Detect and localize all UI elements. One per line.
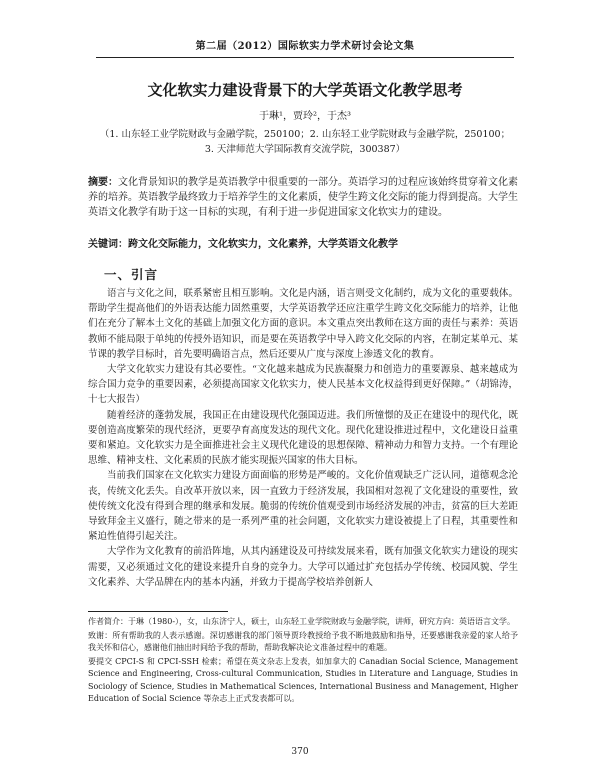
header-rule: [96, 57, 514, 58]
footnote-submission-note: 要提交 CPCI-S 和 CPCI-SSH 检索；希望在英文杂志上发表，如加拿大的 Canadian Social Science, Management Science and Engineering, Cross-cultural Communication, Studies in Literature and Language, Studies in Sociology of Science, Studies in Mathematical Sciences, International Business and Management, Higher Education of Social Science 等杂志上正式发表都可以。: [88, 656, 518, 703]
affiliation: （1. 山东轻工业学院财政与金融学院，250100；2. 山东轻工业学院财政与金融学院，250100；3. 天津师范大学国际教育交流学院，300387）: [99, 129, 511, 155]
abstract: [88, 175, 518, 220]
keywords: [88, 237, 518, 252]
footnotes: [88, 616, 518, 707]
footnote-author-bio: 作者简介：于琳（1980-），女，山东济宁人，硕士，山东轻工业学院财政与金融学院，讲师，研究方向：英语语言文学。: [88, 617, 516, 626]
body-paragraph: 大学作为文化教育的前沿阵地，从其内涵建设及可持续发展来看，既有加强文化软实力建设的现实需要，又必须通过文化的建设来提升自身的竞争力。大学可以通过扩充包括办学传统、校园风貌、学生文化素养、大学品牌在内的基本内涵，并致力于提高学校培养创新人: [88, 546, 518, 588]
body-paragraph: 随着经济的蓬勃发展，我国正在由建设现代化强国迈进。我们所憧憬的及正在建设中的现代化，既要创造高度繁荣的现代经济，更要孕育高度发达的现代文化。现代化建设推进过程中，文化建设日益重要和紧迫。文化软实力是全面推进社会主义现代化建设的思想保障、精神动力和智力支持。一个有理论思维、精神支柱、文化素质的民族才能实现振兴国家的伟大目标。: [88, 409, 518, 467]
running-head: 第二届（2012）国际软实力学术研讨会论文集: [195, 41, 415, 52]
body-paragraph: 语言与文化之间，联系紧密且相互影响。文化是内涵，语言则受文化制约，成为文化的重要载体。帮助学生提高他们的外语表达能力固然重要，大学英语教学还应注重学生跨文化交际能力的培养，让他们在充分了解本土文化的基础上加强文化方面的意识。本文重点突出教师在这方面的责任与素养：英语教师不能局限于单纯的传授外语知识，而是要在英语教学中导入跨文化交际的内容，在制定某单元、某节课的教学目标时，首先要明确语言点，然后还要从广度与深度上渗透文化的教育。: [88, 288, 518, 360]
section-heading-introduction: 一、引言: [104, 267, 159, 282]
body-paragraph: 当前我们国家在文化软实力建设方面面临的形势是严峻的。文化价值观缺乏广泛认同，道德观念沦丧，传统文化丢失。自改革开放以来，因一直致力于经济发展，我国相对忽视了文化建设的重要性，致使传统文化没有得到合理的继承和发展。脆弱的传统价值观受到市场经济发展的冲击，贫富的巨大差距导致拜金主义盛行，随之带来的是一系列严重的社会问题，文化软实力建设被提上了日程，其重要性和紧迫性值得引起关注。: [88, 470, 518, 543]
keywords-text: 跨文化交际能力，文化软实力，文化素养，大学英语文化教学: [128, 239, 398, 250]
paper-title: 文化软实力建设背景下的大学英语文化教学思考: [147, 81, 463, 99]
author-list: 于琳¹，贾玲²，于杰³: [258, 111, 352, 122]
keywords-label: 关键词：: [88, 239, 128, 250]
page-number: 370: [291, 747, 309, 757]
abstract-text: 文化背景知识的教学是英语教学中很重要的一部分。英语学习的过程应该始终贯穿着文化素养的培养。英语教学最终致力于培养学生的文化素质，使学生跨文化交际的能力得到提高。大学生英语文化教学有助于这一目标的实现，有利于进一步促进国家文化软实力的建设。: [88, 177, 518, 218]
footnote-acknowledgement: 致谢：所有帮助我的人表示感谢。深切感谢我的部门领导贾玲教授给予我不断地鼓励和指导，还要感谢我亲爱的家人给予我关怀和信心，感谢他们抽出时间给予我的帮助，帮助我解决论文准备过程中的难题。: [88, 630, 518, 652]
body-paragraph: 大学文化软实力建设有其必要性。“文化越来越成为民族凝聚力和创造力的重要源泉、越来越成为综合国力竞争的重要因素，必须提高国家文化软实力，使人民基本文化权益得到更好保障。”（胡锦涛，十七大报告）: [88, 364, 518, 406]
footnote-rule: [88, 611, 228, 612]
body-text: [88, 286, 518, 590]
abstract-label: 摘要：: [88, 177, 118, 188]
